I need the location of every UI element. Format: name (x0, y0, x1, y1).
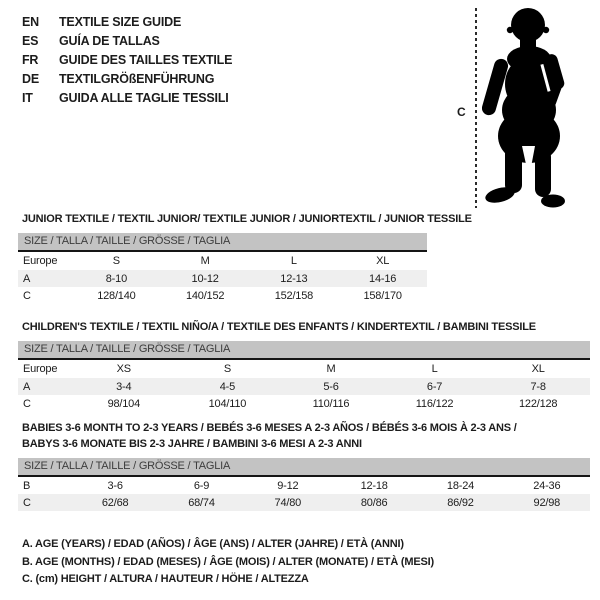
table-cell: 140/152 (185, 289, 225, 302)
table-cell: S (223, 363, 231, 375)
guide-title-es: GUÍA DE TALLAS (59, 34, 160, 48)
language-code: EN (22, 15, 39, 29)
size-section (18, 211, 472, 304)
legend-row: B. AGE (MONTHS) / EDAD (MESES) / ÂGE (MOIS) / ALTER (MONATE) / ETÀ (MESI) (22, 555, 434, 568)
size-section (18, 319, 590, 412)
baby-silhouette-icon (482, 6, 570, 208)
language-code: FR (22, 53, 39, 67)
row-label: C (23, 289, 31, 302)
table-cell: 80/86 (360, 496, 388, 509)
table-cell: 12-18 (360, 479, 388, 492)
table-cell: L (290, 255, 297, 267)
table-row (18, 252, 427, 270)
table-cell: 18-24 (446, 479, 475, 492)
table-cell: M (200, 255, 210, 267)
table-cell: 4-5 (219, 380, 236, 393)
table-cell: 116/122 (415, 397, 454, 410)
size-header-bar: SIZE / TALLA / TAILLE / GRÖSSE / TAGLIA (18, 341, 590, 358)
section-title: JUNIOR TEXTILE / TEXTIL JUNIOR/ TEXTILE JUNIOR / JUNIORTEXTIL / JUNIOR TESSILE (22, 213, 472, 225)
table-cell: XL (531, 363, 545, 375)
table-rows (18, 358, 590, 412)
table-cell: 9-12 (277, 479, 299, 492)
table-cell: S (112, 255, 120, 267)
height-dotted-line (475, 8, 477, 208)
table-cell: 122/128 (518, 397, 558, 410)
size-header-bar: SIZE / TALLA / TAILLE / GRÖSSE / TAGLIA (18, 233, 427, 250)
language-code: ES (22, 34, 39, 48)
table-cell: 8-10 (105, 272, 127, 285)
size-header-bar: SIZE / TALLA / TAILLE / GRÖSSE / TAGLIA (18, 458, 590, 475)
language-row (22, 51, 232, 70)
table-cell: 62/68 (101, 496, 129, 509)
row-label: Europe (23, 255, 58, 267)
table-row (18, 494, 590, 511)
legend-row: A. AGE (YEARS) / EDAD (AÑOS) / ÂGE (ANS) / ALTER (JAHRE) / ETÀ (ANNI) (22, 538, 404, 550)
table-row (18, 287, 427, 304)
language-row (22, 89, 232, 108)
table-cell: 5-6 (323, 380, 339, 393)
table-cell: 10-12 (191, 272, 219, 285)
language-row (22, 70, 232, 89)
row-label: A (23, 380, 31, 393)
size-figure (440, 0, 600, 215)
table-cell: 68/74 (188, 496, 215, 509)
table-row (18, 395, 590, 412)
guide-title-fr: GUIDE DES TAILLES TEXTILE (59, 53, 233, 67)
legend-row: C. (cm) HEIGHT / ALTURA / HAUTEUR / HÖHE / ALTEZZA (22, 573, 309, 585)
table-cell: L (431, 363, 438, 375)
table-row (18, 477, 590, 494)
table-cell: 152/158 (274, 289, 314, 302)
table-cell: 7-8 (530, 380, 546, 393)
row-label: B (23, 479, 31, 492)
table-cell: 24-36 (533, 479, 561, 492)
table-cell: XS (116, 363, 131, 375)
guide-title-en: TEXTILE SIZE GUIDE (59, 15, 182, 29)
language-row (22, 32, 232, 51)
language-row (22, 13, 232, 32)
language-title-list (22, 13, 232, 108)
table-cell: 104/110 (208, 397, 247, 410)
table-cell: 92/98 (533, 496, 561, 509)
row-label: Europe (23, 363, 58, 375)
row-label: A (23, 272, 31, 285)
guide-title-it: GUIDA ALLE TAGLIE TESSILI (59, 91, 229, 105)
table-cell: 6-9 (193, 479, 210, 492)
table-rows (18, 475, 590, 511)
table-cell: 110/116 (312, 397, 350, 410)
table-cell: 6-7 (426, 380, 443, 393)
table-cell: 158/170 (363, 289, 402, 302)
guide-title-de: TEXTILGRÖßENFÜHRUNG (59, 72, 215, 86)
row-label: C (23, 397, 31, 410)
size-section (18, 420, 590, 511)
table-cell: XL (376, 255, 390, 267)
table-cell: 86/92 (447, 496, 474, 509)
table-row (18, 360, 590, 378)
table-cell: 3-4 (116, 380, 132, 393)
table-row (18, 270, 427, 287)
table-rows (18, 250, 427, 304)
table-cell: 12-13 (280, 272, 308, 285)
height-label: C (457, 105, 466, 119)
table-cell: 14-16 (369, 272, 397, 285)
table-cell: 128/140 (97, 289, 136, 302)
legend (22, 536, 434, 589)
table-cell: 98/104 (107, 397, 141, 410)
table-cell: 74/80 (274, 496, 302, 509)
table-cell: 3-6 (107, 479, 123, 492)
section-title: BABYS 3-6 MONATE BIS 2-3 JAHRE / BAMBINI 3-6 MESI A 2-3 ANNI (22, 438, 362, 450)
section-title: BABIES 3-6 MONTH TO 2-3 YEARS / BEBÉS 3-6 MESES A 2-3 AÑOS / BÉBÉS 3-6 MOIS À 2-3 ANS / (22, 422, 517, 434)
section-title: CHILDREN'S TEXTILE / TEXTIL NIÑO/A / TEXTILE DES ENFANTS / KINDERTEXTIL / BAMBINI TESSILE (22, 321, 536, 333)
table-row (18, 378, 590, 395)
table-cell: M (326, 363, 336, 375)
language-code: DE (22, 72, 39, 86)
row-label: C (23, 496, 31, 509)
language-code: IT (22, 91, 33, 105)
